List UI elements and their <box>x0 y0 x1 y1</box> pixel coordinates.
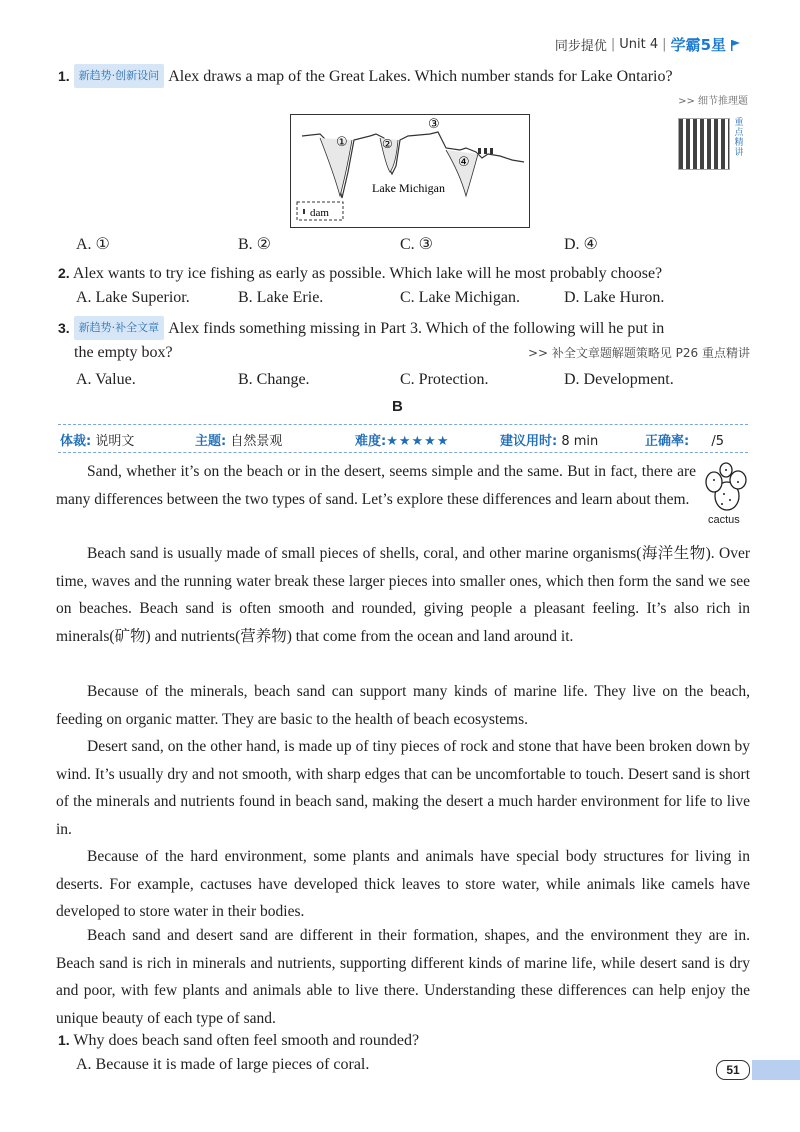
question-number: 1. <box>58 68 70 84</box>
header-separator: | <box>610 37 616 52</box>
qr-side-label: 重点精讲 <box>734 118 744 158</box>
map-label-dam: dam <box>310 207 329 219</box>
passage-question-1 <box>58 1029 419 1052</box>
qr-code-icon[interactable] <box>678 118 730 170</box>
q3-option-a: A. Value. <box>76 371 136 388</box>
passage-q1-option-a: A. Because it is made of large pieces of coral. <box>76 1056 370 1073</box>
q2-option-d: D. Lake Huron. <box>564 289 665 306</box>
section-heading: B <box>392 398 403 415</box>
page-header <box>555 34 742 55</box>
question-number: 3. <box>58 320 70 336</box>
series-title: 同步提优 <box>554 39 607 54</box>
question-2 <box>58 262 758 285</box>
q2-option-a: A. Lake Superior. <box>76 289 190 306</box>
q2-option-b: B. Lake Erie. <box>238 289 324 306</box>
q1-option-b: B. ② <box>238 236 272 253</box>
paragraph-text: Beach sand is usually made of small pieces of shells, coral, and other marine organisms(海洋生物). Over time, waves and the running water break these larger pieces into smaller ones, which then form the sand we see on beaches. Beach sand is often smooth and rounded, giving people a pleasant feeling. It’s also rich in minerals(矿物) and nutrients(营养物) that come from the ocean and land around it. <box>56 545 750 645</box>
time-label: 建议用时: <box>500 434 558 449</box>
paragraph-text: Because of the minerals, beach sand can support many kinds of marine life. They live on the beach, feeding on organic matter. They are basic to the health of beach ecosystems. <box>56 683 750 728</box>
theme-label: 主题: <box>195 434 227 449</box>
q1-option-d: D. ④ <box>564 236 598 253</box>
q3-option-d: D. Development. <box>564 371 674 388</box>
question-tag: 新趋势·补全文章 <box>74 316 165 340</box>
q3-option-b: B. Change. <box>238 371 310 388</box>
paragraph-text: Sand, whether it’s on the beach or in the desert, seems simple and the same. But in fact, there are many differences between the two types of sand. Let’s explore these differences and learn about them. <box>56 463 696 508</box>
theme-value: 自然景观 <box>230 434 283 449</box>
question-1 <box>58 64 758 88</box>
map-marker-1: ① <box>336 135 348 150</box>
cactus-label: cactus <box>708 514 740 526</box>
time-value: 8 min <box>561 434 599 449</box>
great-lakes-map <box>290 114 530 228</box>
passage-paragraph-3 <box>56 678 750 733</box>
accuracy-value: /5 <box>711 434 724 449</box>
page-number: 51 <box>716 1060 750 1080</box>
map-marker-4: ④ <box>458 155 470 170</box>
strategy-note: >> 补全文章题解题策略见 P26 重点精讲 <box>527 346 750 360</box>
question-note: >> 细节推理题 <box>678 96 748 107</box>
difficulty-label: 难度: <box>355 434 387 449</box>
info-bar-top-divider <box>58 424 748 425</box>
accuracy-label: 正确率: <box>645 434 690 449</box>
map-marker-3: ③ <box>428 117 440 132</box>
map-label-lake-michigan: Lake Michigan <box>372 181 445 195</box>
cactus-illustration <box>702 460 752 512</box>
passage-paragraph-2 <box>56 540 750 650</box>
question-number: 2. <box>58 265 70 281</box>
difficulty-stars: ★★★★★ <box>386 434 450 449</box>
passage-paragraph-5 <box>56 843 750 926</box>
question-3-continued: the empty box? <box>74 344 173 361</box>
map-marker-2: ② <box>382 137 393 151</box>
question-text: Alex finds something missing in Part 3. Which of the following will he put in <box>168 320 665 337</box>
unit-label: Unit 4 <box>619 37 659 52</box>
paragraph-text: Because of the hard environment, some plants and animals have special body structures for living in deserts. For example, cactuses have developed thick leaves to store water, while animals like camels have developed to store water in their bodies. <box>56 848 750 920</box>
q3-option-c: C. Protection. <box>400 371 489 388</box>
brand-flag-icon <box>730 38 742 52</box>
page-edge-tab <box>752 1060 800 1080</box>
passage-paragraph-4 <box>56 733 750 843</box>
question-text: Why does beach sand often feel smooth and rounded? <box>73 1032 420 1049</box>
question-text: Alex wants to try ice fishing as early as possible. Which lake will he most probably choose? <box>72 265 663 282</box>
header-separator: | <box>662 37 667 52</box>
passage-paragraph-1 <box>56 458 696 513</box>
paragraph-text: Beach sand and desert sand are different in their formation, shapes, and the environment they are in. Beach sand is rich in minerals and nutrients, supporting different kinds of marine life, while desert sand is dry and poor, with few plants and animals able to live there. Understanding these differences can help enjoy the unique beauty of each type of sand. <box>56 927 750 1027</box>
q1-option-a: A. ① <box>76 236 110 253</box>
brand-logo: 学霸5星 <box>670 36 726 54</box>
genre-label: 体裁: <box>60 434 92 449</box>
passage-info-bar <box>60 430 750 449</box>
q2-option-c: C. Lake Michigan. <box>400 289 520 306</box>
question-tag: 新趋势·创新设问 <box>74 64 165 88</box>
question-number: 1. <box>58 1032 70 1048</box>
question-3 <box>58 316 758 340</box>
info-bar-bottom-divider <box>58 452 748 453</box>
passage-paragraph-6 <box>56 922 750 1032</box>
question-text: Alex draws a map of the Great Lakes. Which number stands for Lake Ontario? <box>168 68 673 85</box>
q1-option-c: C. ③ <box>400 236 434 253</box>
paragraph-text: Desert sand, on the other hand, is made up of tiny pieces of rock and stone that have been broken down by wind. It’s usually dry and not smooth, with sharp edges that can be uncomfortable to touch. Desert sand is short of the minerals and nutrients found in beach sand, making the desert a much harder environment for life to live in. <box>56 738 750 838</box>
genre-value: 说明文 <box>95 434 135 449</box>
